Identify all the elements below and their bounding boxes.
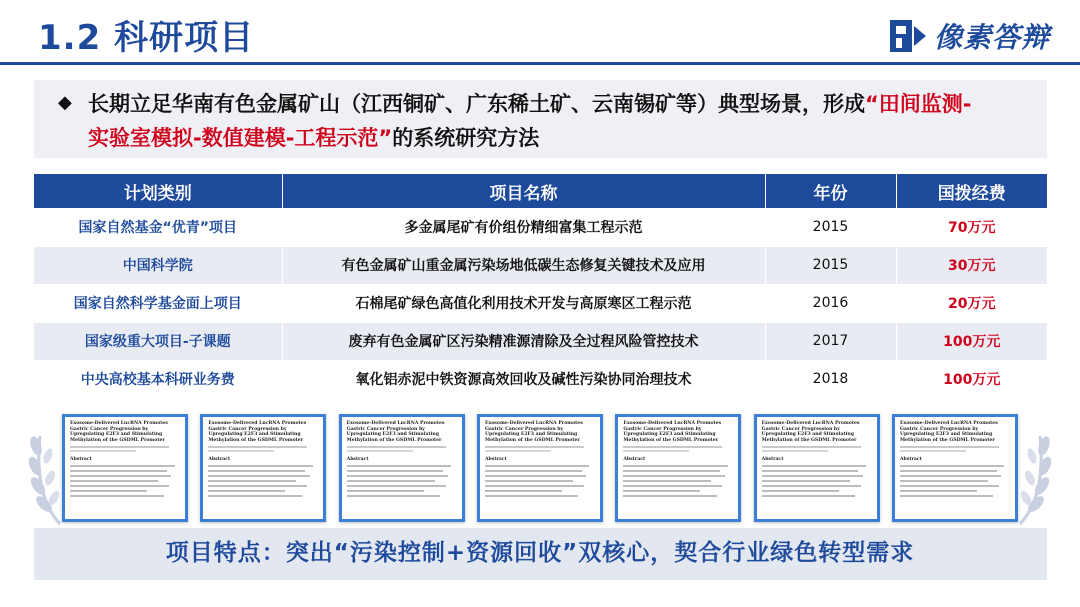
paper-authors-line [623,446,722,448]
year-cell: 2016 [765,284,896,322]
paper-authors-line [208,446,307,448]
paper-authors-line [762,446,861,448]
project-name-cell: 多金属尾矿有价组份精细富集工程示范 [282,208,765,246]
paper-thumbnail [62,414,188,522]
paper-section-heading: Abstract [484,457,507,463]
plan-type-cell: 中央高校基本科研业务费 [34,360,282,398]
paper-affiliation-line [485,450,551,452]
plan-type-cell: 国家自然科学基金面上项目 [34,284,282,322]
paper-section-heading: Abstract [623,457,646,463]
paper-body-lines [762,465,872,497]
paper-list [62,414,1018,522]
paper-thumbnail [754,414,880,522]
papers-showcase [0,406,1080,531]
paper-body-lines [208,465,318,497]
paper-affiliation-line [623,450,689,452]
paper-section-heading: Abstract [899,457,922,463]
fund-cell: 30万元 [896,246,1047,284]
project-name-cell: 废弃有色金属矿区污染精准源清除及全过程风险管控技术 [282,322,765,360]
column-header: 计划类别 [34,174,282,208]
paper-section-heading: Abstract [761,457,784,463]
project-name-cell: 有色金属矿山重金属污染场地低碳生态修复关键技术及应用 [282,246,765,284]
year-cell: 2015 [765,246,896,284]
brand-name: 像素答辩 [933,21,1050,54]
year-cell: 2015 [765,208,896,246]
paper-body-lines [900,465,1010,497]
paper-title: Exosome-Delivered LncRNA Promotes Gastric Cancer Progression by Upregulating E2F3 and Stimulating Methylation of the GSDML Promoter [761,421,860,443]
table-row [34,284,1047,322]
brand [888,16,1050,56]
paper-authors-line [70,446,169,448]
laurel-left-icon [26,416,66,526]
paper-thumbnail [477,414,603,522]
fund-cell: 100万元 [896,360,1047,398]
projects-table [34,174,1047,399]
paper-body-lines [623,465,733,497]
paper-affiliation-line [900,450,966,452]
column-header: 国拨经费 [896,174,1047,208]
year-cell: 2017 [765,322,896,360]
paper-authors-line [347,446,446,448]
paper-title: Exosome-Delivered LncRNA Promotes Gastric Cancer Progression by Upregulating E2F3 and Stimulating Methylation of the GSDML Promoter [208,421,307,443]
laurel-right-icon [1014,416,1054,526]
project-name-cell: 氧化铝赤泥中铁资源高效回收及碱性污染协同治理技术 [282,360,765,398]
paper-body-lines [347,465,457,497]
feature-statement: 项目特点：突出“污染控制+资源回收”双核心，契合行业绿色转型需求 [165,540,915,566]
slide-title: 1.2 科研项目 [38,18,255,58]
fund-cell: 20万元 [896,284,1047,322]
year-cell: 2018 [765,360,896,398]
fund-cell: 100万元 [896,322,1047,360]
paper-section-heading: Abstract [70,457,92,463]
slide-header [0,0,1080,64]
paper-authors-line [900,446,999,448]
intro-text: 的系统研究方法 [392,126,540,150]
paper-authors-line [485,446,584,448]
paper-thumbnail [339,414,465,522]
paper-affiliation-line [208,450,274,452]
project-name-cell: 石棉尾矿绿色高值化利用技术开发与高原寒区工程示范 [282,284,765,322]
intro-highlight: 实验室模拟-数值建模-工程示范” [88,126,393,150]
paper-section-heading: Abstract [346,457,369,463]
table-row [34,360,1047,398]
intro-highlight: “田间监测- [865,92,972,116]
paper-title: Exosome-Delivered LncRNA Promotes Gastric Cancer Progression by Upregulating E2F3 and Stimulating Methylation of the GSDML Promoter [899,421,998,443]
paper-body-lines [485,465,595,497]
paper-body-lines [70,465,180,497]
diamond-bullet-icon: ◆ [58,92,72,113]
plan-type-cell: 中国科学院 [34,246,282,284]
table-row [34,208,1047,246]
paper-thumbnail [892,414,1018,522]
paper-title: Exosome-Delivered LncRNA Promotes Gastric Cancer Progression by Upregulating E2F3 and Stimulating Methylation of the GSDML Promoter [346,421,445,443]
paper-title: Exosome-Delivered LncRNA Promotes Gastric Cancer Progression by Upregulating E2F3 and Stimulating Methylation of the GSDML Promoter [623,421,722,443]
paper-affiliation-line [70,450,136,452]
paper-affiliation-line [762,450,828,452]
plan-type-cell: 国家自然基金“优青”项目 [34,208,282,246]
brand-logo-icon [888,18,928,54]
table-header-row [34,174,1047,208]
fund-cell: 70万元 [896,208,1047,246]
table-row [34,322,1047,360]
paper-title: Exosome-Delivered LncRNA Promotes Gastric Cancer Progression by Upregulating E2F3 and Stimulating Methylation of the GSDML Promoter [70,421,168,443]
paper-thumbnail [615,414,741,522]
intro-text: 长期立足华南有色金属矿山（江西铜矿、广东稀土矿、云南锡矿等）典型场景，形成 [88,92,865,116]
intro-line-1 [88,88,972,118]
paper-section-heading: Abstract [208,457,231,463]
column-header: 年份 [765,174,896,208]
header-divider [0,62,1080,65]
paper-affiliation-line [347,450,413,452]
plan-type-cell: 国家级重大项目-子课题 [34,322,282,360]
paper-title: Exosome-Delivered LncRNA Promotes Gastric Cancer Progression by Upregulating E2F3 and Stimulating Methylation of the GSDML Promoter [484,421,583,443]
intro-line-2 [88,122,539,152]
paper-thumbnail [200,414,326,522]
column-header: 项目名称 [282,174,765,208]
table-row [34,246,1047,284]
